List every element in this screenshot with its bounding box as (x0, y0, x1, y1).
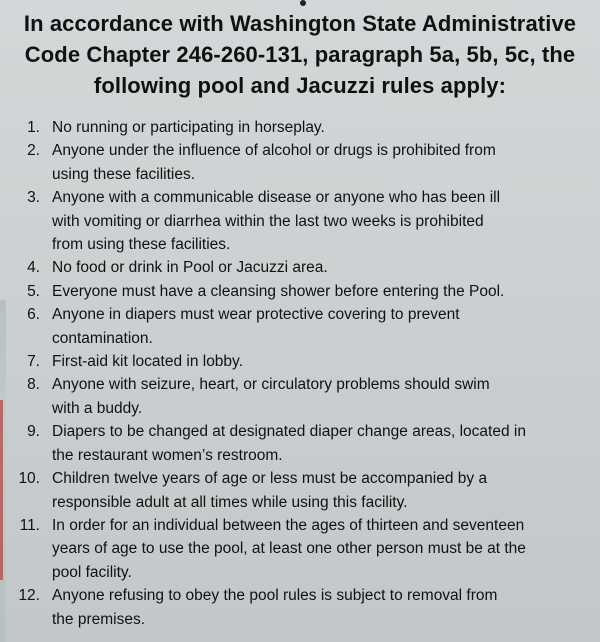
rule-line: the premises. (52, 610, 146, 628)
rule-item (0, 116, 600, 139)
rule-line: contamination. (52, 329, 153, 347)
rule-number: 7. (27, 353, 40, 371)
rule-text (52, 467, 582, 514)
rule-text (52, 280, 582, 303)
rule-line: No food or drink in Pool or Jacuzzi area. (52, 259, 328, 277)
rule-number: 4. (27, 259, 40, 277)
rule-line: Anyone in diapers must wear protective covering to prevent (52, 306, 460, 324)
rule-line: First-aid kit located in lobby. (52, 353, 243, 371)
rule-line: pool facility. (52, 563, 132, 581)
rule-line: using these facilities. (52, 165, 196, 183)
heading-line-2: Code Chapter 246-260-131, paragraph 5a, 5b, 5c, the (24, 42, 576, 67)
rule-text (52, 139, 582, 186)
rule-number: 5. (27, 282, 40, 300)
rule-number: 10. (18, 470, 40, 488)
rule-item (0, 303, 600, 350)
rules-list (0, 116, 600, 631)
sign-heading (0, 8, 600, 101)
heading-line-3: following pool and Jacuzzi rules apply: (93, 73, 507, 98)
rule-number: 3. (27, 189, 40, 207)
rule-text (52, 116, 582, 139)
rule-text (52, 420, 582, 467)
rule-line: Anyone with seizure, heart, or circulatory problems should swim (52, 376, 490, 394)
rule-line: Anyone under the influence of alcohol or drugs is prohibited from (52, 142, 496, 160)
mounting-screw (300, 0, 306, 6)
rule-item (0, 514, 600, 584)
rule-number: 2. (27, 142, 40, 160)
rule-item (0, 467, 600, 514)
rule-line: from using these facilities. (52, 236, 231, 254)
rule-number: 6. (27, 306, 40, 324)
rule-line: with a buddy. (52, 399, 143, 417)
rule-line: Children twelve years of age or less must be accompanied by a (52, 470, 488, 488)
rule-line: Everyone must have a cleansing shower before entering the Pool. (52, 282, 505, 300)
rule-item (0, 280, 600, 303)
rule-item (0, 420, 600, 467)
rule-line: with vomiting or diarrhea within the last two weeks is prohibited (52, 212, 484, 230)
rule-line: In order for an individual between the ages of thirteen and seventeen (52, 516, 525, 534)
rule-item (0, 139, 600, 186)
rule-text (52, 350, 582, 373)
rule-text (52, 256, 582, 279)
rule-text (52, 373, 582, 420)
rule-number: 1. (27, 119, 40, 136)
rule-text (52, 303, 582, 350)
rule-number: 12. (18, 587, 40, 605)
rule-item (0, 256, 600, 279)
rule-line: Diapers to be changed at designated diaper change areas, located in (52, 423, 526, 441)
rule-number: 9. (27, 423, 40, 441)
rule-line: Anyone with a communicable disease or anyone who has been ill (52, 189, 501, 207)
rule-item (0, 584, 600, 631)
rule-line: No running or participating in horseplay. (52, 119, 325, 136)
rule-line: responsible adult at all times while using this facility. (52, 493, 408, 511)
rule-line: the restaurant women’s restroom. (52, 446, 283, 464)
rule-line: Anyone refusing to obey the pool rules is subject to removal from (52, 587, 498, 605)
rule-item (0, 373, 600, 420)
rule-text (52, 514, 582, 584)
rule-number: 8. (27, 376, 40, 394)
rule-number: 11. (19, 516, 40, 534)
heading-line-1: In accordance with Washington State Administrative (23, 11, 577, 36)
rule-item (0, 186, 600, 256)
rule-text (52, 186, 582, 256)
rule-item (0, 350, 600, 373)
rule-line: years of age to use the pool, at least one other person must be at the (52, 540, 526, 558)
rule-text (52, 584, 582, 631)
